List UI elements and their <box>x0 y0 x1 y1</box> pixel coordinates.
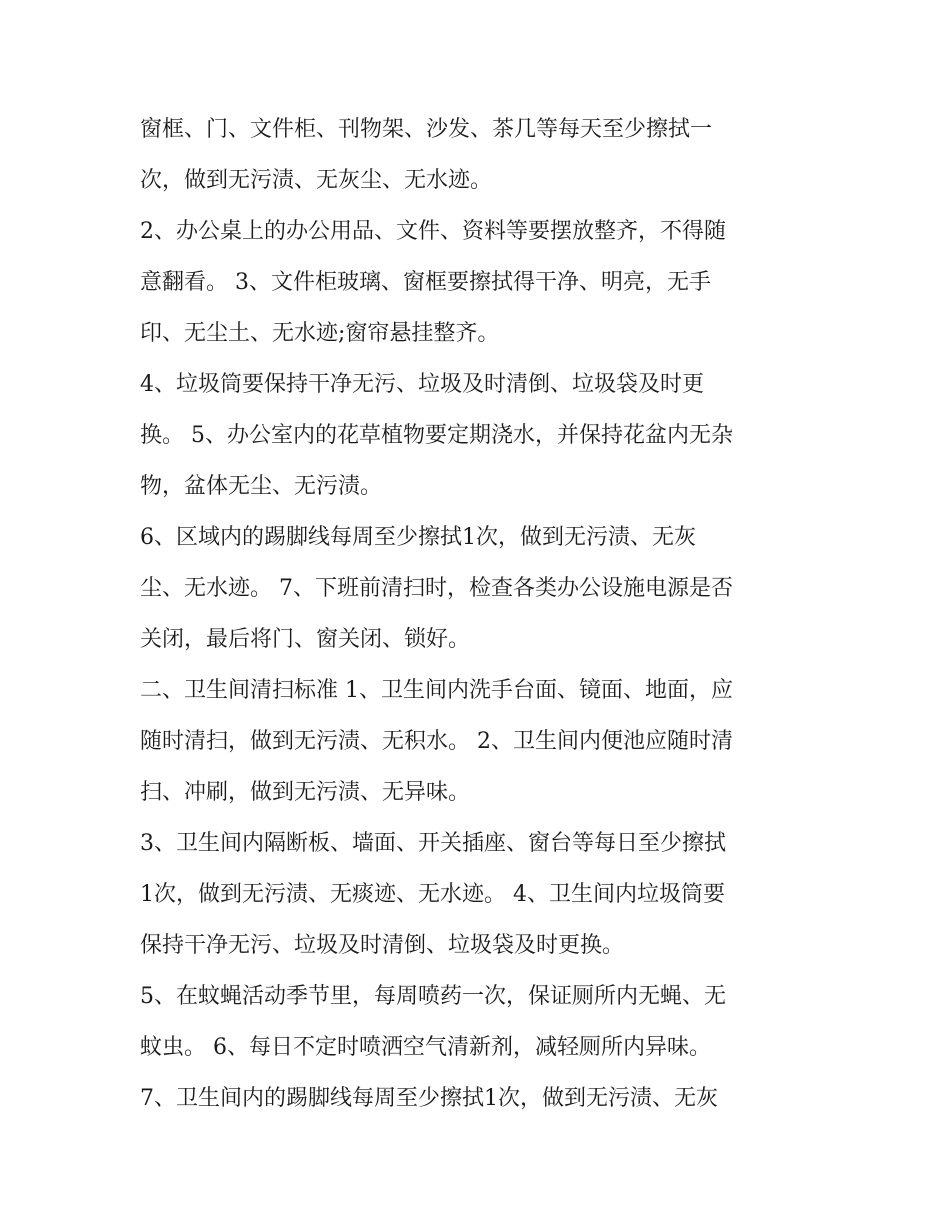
text-line: 7、卫生间内的踢脚线每周至少擦拭1次，做到无污渍、无灰 <box>140 1086 718 1111</box>
text-line: 扫、冲刷，做到无污渍、无异味。 <box>140 780 471 805</box>
text-line: 关闭，最后将门、窗关闭、锁好。 <box>140 627 471 652</box>
text-line: 印、无尘土、无水迹;窗帘悬挂整齐。 <box>140 321 500 346</box>
text-line: 保持干净无污、垃圾及时清倒、垃圾袋及时更换。 <box>140 933 625 958</box>
text-line: 换。 5、办公室内的花草植物要定期浇水，并保持花盆内无杂 <box>140 423 733 448</box>
document-body <box>140 104 820 1124</box>
text-line: 5、在蚊蝇活动季节里，每周喷药一次，保证厕所内无蝇、无 <box>140 984 726 1009</box>
text-line: 3、卫生间内隔断板、墙面、开关插座、窗台等每日至少擦拭 <box>140 831 726 856</box>
text-line: 窗框、门、文件柜、刊物架、沙发、茶几等每天至少擦拭一 <box>140 117 713 142</box>
text-line: 尘、无水迹。 7、下班前清扫时，检查各类办公设施电源是否 <box>140 576 733 601</box>
text-line: 4、垃圾筒要保持干净无污、垃圾及时清倒、垃圾袋及时更 <box>140 372 704 397</box>
text-line: 蚊虫。 6、每日不定时喷洒空气清新剂，减轻厕所内异味。 <box>140 1035 711 1060</box>
paragraph <box>140 104 820 206</box>
paragraph <box>140 512 820 665</box>
paragraph <box>140 206 820 359</box>
text-line: 2、办公桌上的办公用品、文件、资料等要摆放整齐，不得随 <box>140 219 726 244</box>
paragraph <box>140 1073 820 1124</box>
text-line: 1次，做到无污渍、无痰迹、无水迹。 4、卫生间内垃圾筒要 <box>140 882 725 907</box>
paragraph <box>140 971 820 1073</box>
paragraph <box>140 359 820 512</box>
paragraph <box>140 665 820 818</box>
text-line: 意翻看。 3、文件柜玻璃、窗框要擦拭得干净、明亮，无手 <box>140 270 711 295</box>
text-line: 物，盆体无尘、无污渍。 <box>140 474 383 499</box>
text-line: 6、区域内的踢脚线每周至少擦拭1次，做到无污渍、无灰 <box>140 525 696 550</box>
text-line: 随时清扫，做到无污渍、无积水。 2、卫生间内便池应随时清 <box>140 729 733 754</box>
text-line: 次，做到无污渍、无灰尘、无水迹。 <box>140 168 493 193</box>
paragraph <box>140 818 820 971</box>
text-line: 二、卫生间清扫标准 1、卫生间内洗手台面、镜面、地面，应 <box>140 678 733 703</box>
